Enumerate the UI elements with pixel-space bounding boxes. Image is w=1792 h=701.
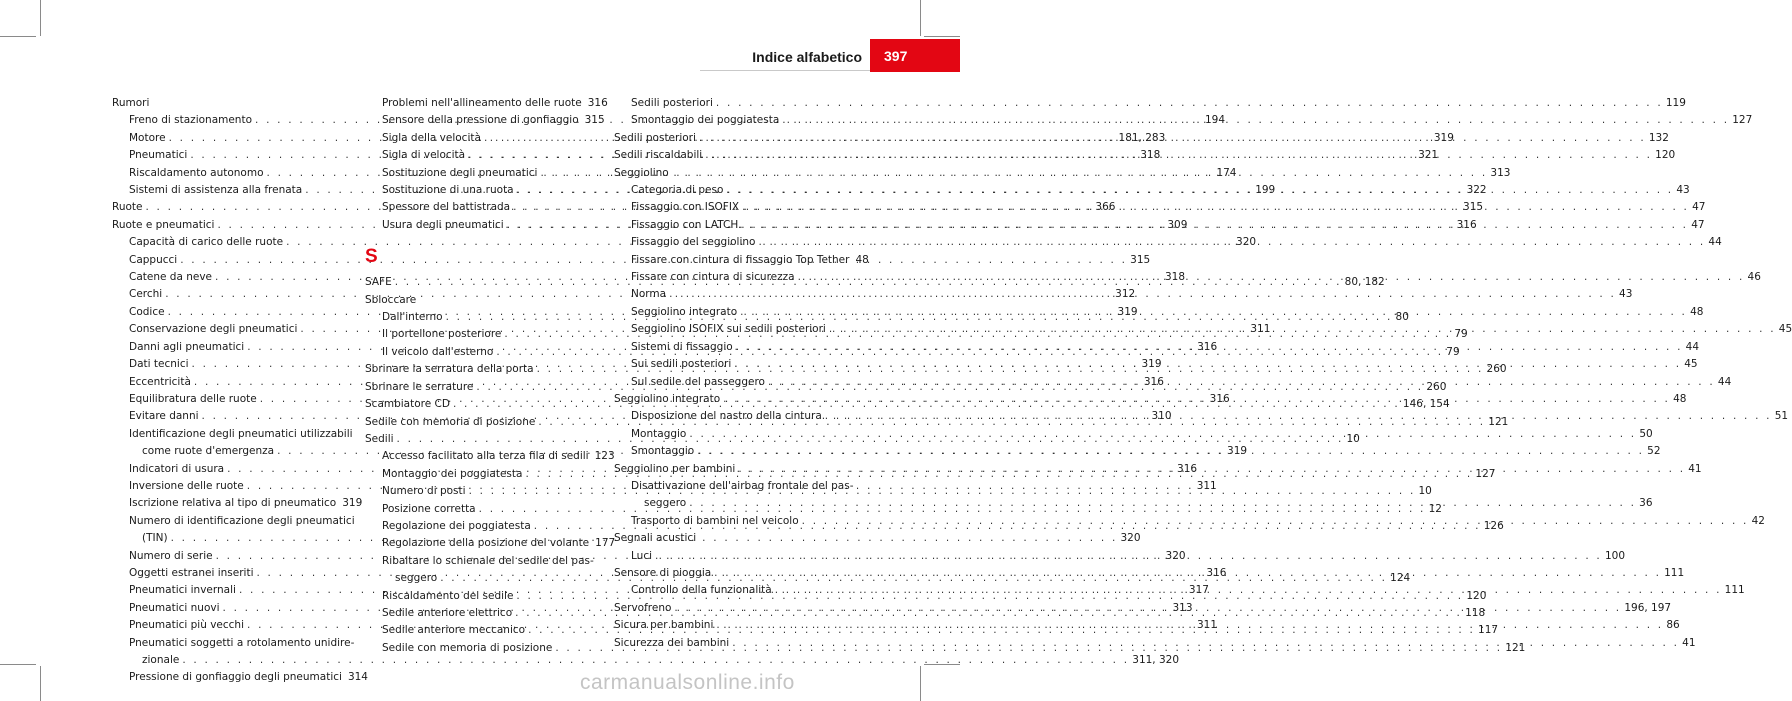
entry-page-number: 174	[1216, 166, 1237, 179]
index-subentry	[365, 535, 616, 552]
index-subentry	[365, 448, 615, 465]
entry-label: Fissaggio con LATCH	[631, 218, 739, 231]
entry-label: Cerchi	[129, 288, 163, 301]
crop-mark	[0, 36, 36, 37]
entry-label: seggero	[395, 572, 438, 585]
dot-leader	[723, 391, 1670, 408]
entry-label: Sedili riscaldabili	[614, 149, 703, 162]
entry-page-number: 127	[1475, 467, 1496, 480]
entry-label: Pneumatici nuovi	[129, 601, 220, 614]
dot-leader	[829, 321, 1776, 338]
entry-page-number: 319	[1141, 358, 1162, 371]
entry-label: Freno di stazionamento	[129, 114, 253, 127]
entry-page-number: 117	[1478, 624, 1499, 637]
entry-page-number: 319	[1227, 445, 1248, 458]
entry-label: Accesso facilitato alla terza fila di sedili	[382, 450, 589, 463]
entry-label: Sbrinare le serrature	[365, 380, 474, 393]
dot-leader	[734, 356, 1681, 373]
entry-page-number: 42	[1751, 514, 1765, 527]
entry-page-number: 48	[855, 253, 869, 266]
entry-page-number: 43	[1619, 288, 1633, 301]
index-entry	[365, 292, 602, 309]
entry-label: Smontaggio dei poggiatesta	[631, 114, 780, 127]
entry-label: Sui sedili posteriori	[631, 358, 732, 371]
entry-label: Sbloccare	[365, 293, 417, 306]
entry-page-number: 309	[1167, 218, 1188, 231]
entry-page-number: 124	[1390, 572, 1411, 585]
entry-label: Sul sedile del passeggero	[631, 375, 765, 388]
entry-label: Numero di serie	[129, 549, 213, 562]
entry-page-number: 45	[1778, 323, 1792, 336]
entry-page-number: 80, 182	[1344, 276, 1385, 289]
entry-label: Riscaldamento del sedile	[382, 589, 514, 602]
entry-label: (TIN)	[142, 532, 168, 545]
entry-label: Trasporto di bambini nel veicolo	[631, 514, 799, 527]
entry-page-number: 321	[1418, 149, 1439, 162]
entry-label: Norma	[631, 288, 667, 301]
entry-page-number: 118	[1465, 606, 1486, 619]
entry-label: Inversione delle ruote	[129, 479, 244, 492]
entry-page-number: 315	[1130, 253, 1151, 266]
entry-page-number: 79	[1446, 345, 1460, 358]
dot-leader	[689, 426, 1636, 443]
dot-leader	[732, 635, 1679, 652]
entry-page-number: 311, 320	[1132, 654, 1180, 666]
dot-leader	[741, 217, 1688, 234]
entry-label: Dall'interno	[382, 311, 443, 324]
dot-leader	[775, 582, 1722, 599]
dot-leader	[758, 234, 1705, 251]
dot-leader	[714, 565, 1661, 582]
page-number: 397	[884, 47, 908, 64]
entry-label: Codice	[129, 305, 165, 318]
index-subentry	[112, 652, 1180, 669]
entry-page-number: 111	[1664, 566, 1685, 579]
entry-label: Sedile anteriore elettrico	[382, 606, 513, 619]
entry-label: Problemi nell'allineamento delle ruote	[382, 97, 582, 109]
entry-label: Spessore del battistrada	[382, 201, 511, 214]
entry-label: Fissare con cintura di fissaggio Top Tether	[631, 253, 850, 266]
crop-mark	[920, 666, 921, 701]
entry-label: Regolazione della posizione del volante	[382, 537, 590, 550]
entry-page-number: 319	[1117, 305, 1138, 318]
crop-mark	[40, 666, 41, 701]
entry-page-number: 121	[1488, 415, 1509, 428]
entry-label: Pneumatici più vecchi	[129, 619, 245, 632]
entry-label: Motore	[129, 131, 166, 144]
entry-page-number: 111	[1724, 584, 1745, 597]
entry-label: Controllo della funzionalità	[631, 584, 772, 597]
entry-page-number: 260	[1486, 363, 1507, 376]
entry-label: come ruote d'emergenza	[142, 445, 275, 458]
dot-leader	[699, 130, 1646, 147]
entry-label: Ruote	[112, 201, 143, 214]
entry-label: Scambiatore CD	[365, 398, 450, 411]
entry-label: Pneumatici invernali	[129, 584, 236, 597]
entry-page-number: 316	[1177, 462, 1198, 475]
entry-page-number: 46	[1747, 271, 1761, 284]
entry-page-number: 316	[1206, 566, 1227, 579]
dot-leader	[674, 600, 1621, 617]
entry-label: Pneumatici soggetti a rotolamento unidire-	[129, 636, 355, 649]
entry-label: Numero di identificazione degli pneumatici	[129, 514, 355, 527]
entry-page-number: 317	[1188, 584, 1209, 597]
entry-label: Montaggio	[631, 427, 687, 440]
entry-label: Il veicolo dall'esterno	[382, 345, 494, 358]
entry-label: SAFE	[365, 276, 392, 289]
entry-label: Catene da neve	[129, 271, 213, 284]
index-subentry	[112, 669, 368, 686]
entry-label: Ruote e pneumatici	[112, 218, 215, 231]
entry-page-number: 313	[1490, 166, 1511, 179]
entry-label: Cappucci	[129, 253, 178, 266]
entry-page-number: 316	[587, 97, 608, 109]
index-subentry	[112, 513, 355, 530]
entry-label: Numero di posti	[382, 485, 466, 498]
entry-label: Sigla della velocità	[382, 131, 481, 144]
entry-page-number: 313	[1172, 601, 1193, 614]
entry-page-number: 51	[1774, 410, 1789, 423]
entry-label: Pressione di gonfiaggio degli pneumatici	[129, 671, 342, 684]
entry-page-number: 36	[1639, 497, 1653, 510]
entry-page-number: 316	[1197, 340, 1218, 353]
entry-label: Sostituzione di una ruota	[382, 184, 514, 197]
entry-page-number: 366	[1095, 201, 1116, 214]
entry-page-number: 47	[1692, 201, 1706, 214]
entry-page-number: 121	[1505, 641, 1526, 654]
dot-leader	[726, 182, 1673, 199]
entry-page-number: 120	[1655, 149, 1676, 162]
entry-label: Equilibratura delle ruote	[129, 392, 257, 405]
entry-label: Sigla di velocità	[382, 149, 466, 162]
entry-page-number: 322	[1466, 184, 1487, 197]
entry-page-number: 48	[1673, 392, 1687, 405]
dot-leader	[669, 286, 1616, 303]
entry-label: Sedile anteriore meccanico	[382, 624, 526, 637]
entry-label: Capacità di carico delle ruote	[129, 236, 284, 249]
entry-label: Eccentricità	[129, 375, 191, 388]
index-subentry	[614, 478, 854, 495]
entry-label: Il portellone posteriore	[382, 328, 502, 341]
entry-label: Sbrinare la serratura della porta	[365, 363, 534, 376]
index-subentry	[112, 635, 355, 652]
entry-page-number: 199	[1255, 184, 1276, 197]
entry-label: Pneumatici	[129, 149, 188, 162]
dot-leader	[798, 269, 1745, 286]
entry-page-number: 260	[1426, 380, 1447, 393]
entry-page-number: 320	[1236, 236, 1257, 249]
entry-page-number: 316	[1209, 392, 1230, 405]
entry-label: Sensore della pressione di gonfiaggio	[382, 114, 579, 127]
entry-label: Fissaggio con ISOFIX	[631, 201, 740, 214]
entry-label: Posizione corretta	[382, 502, 476, 515]
index-subentry	[365, 112, 605, 129]
entry-page-number: 127	[1732, 114, 1753, 127]
entry-page-number: 311	[1196, 619, 1217, 632]
header-rule	[700, 70, 870, 71]
entry-page-number: 52	[1647, 445, 1661, 458]
entry-page-number: 50	[1639, 427, 1653, 440]
dot-leader	[705, 147, 1652, 164]
index-entry	[112, 95, 350, 112]
entry-label: Sostituzione degli pneumatici	[382, 166, 538, 179]
entry-page-number: 12	[1428, 502, 1442, 515]
entry-page-number: 132	[1648, 131, 1669, 144]
dot-leader	[802, 513, 1749, 530]
entry-page-number: 181, 283	[1118, 131, 1166, 144]
entry-page-number: 79	[1454, 328, 1468, 341]
page-number-badge	[870, 39, 960, 72]
entry-label: Seggiolino	[614, 166, 669, 179]
dot-leader	[736, 339, 1683, 356]
entry-page-number: 44	[1708, 236, 1722, 249]
entry-label: Iscrizione relativa al tipo di pneumatico	[129, 497, 337, 510]
entry-page-number: 311	[1196, 479, 1217, 492]
entry-label: Sedili posteriori	[614, 131, 696, 144]
entry-page-number: 194	[1204, 114, 1225, 127]
dot-leader	[716, 617, 1663, 634]
entry-page-number: 41	[1688, 462, 1702, 475]
dot-leader	[738, 461, 1685, 478]
entry-page-number: 196, 197	[1624, 601, 1672, 614]
entry-page-number: 48	[1690, 305, 1704, 318]
entry-label: Fissaggio del seggiolino	[631, 236, 756, 249]
entry-label: Sedile con memoria di posizione	[365, 415, 536, 428]
entry-label: Segnali acustici	[614, 532, 697, 545]
dot-leader	[768, 374, 1715, 391]
entry-label: Sistemi di fissaggio	[631, 340, 733, 353]
entry-page-number: 320	[1120, 532, 1141, 545]
entry-label: Seggiolino ISOFIX sui sedili posteriori	[631, 323, 826, 336]
dot-leader	[689, 495, 1636, 512]
dot-leader	[782, 112, 1729, 129]
index-entry	[614, 530, 851, 547]
index-subentry	[112, 495, 363, 512]
crop-mark	[924, 36, 960, 37]
index-subentry	[614, 252, 869, 269]
dot-leader	[655, 548, 1602, 565]
entry-label: Smontaggio	[631, 445, 695, 458]
entry-page-number: 126	[1483, 519, 1504, 532]
entry-page-number: 10	[1418, 485, 1432, 498]
entry-label: Riscaldamento autonomo	[129, 166, 264, 179]
entry-label: Categoria di peso	[631, 184, 724, 197]
entry-page-number: 315	[584, 114, 605, 127]
entry-label: Sicurezza dei bambini	[614, 636, 730, 649]
entry-label: Regolazione dei poggiatesta	[382, 519, 531, 532]
entry-page-number: 319	[1433, 131, 1454, 144]
dot-leader	[716, 95, 1663, 112]
dot-leader	[740, 304, 1687, 321]
entry-label: Conservazione degli pneumatici	[129, 323, 298, 336]
entry-page-number: 100	[1604, 549, 1625, 562]
entry-label: seggero	[644, 497, 687, 510]
index-subentry	[365, 553, 602, 570]
entry-page-number: 120	[1466, 589, 1487, 602]
entry-label: Seggiolino integrato	[631, 305, 738, 318]
entry-label: Rumori	[112, 97, 150, 109]
entry-label: Fissare con cintura di sicurezza	[631, 271, 795, 284]
entry-page-number: 316	[1456, 218, 1477, 231]
entry-page-number: 43	[1676, 184, 1690, 197]
index-subentry	[365, 95, 608, 112]
entry-page-number: 86	[1666, 619, 1680, 632]
entry-label: Sensore di pioggia	[614, 566, 712, 579]
crop-mark	[0, 664, 36, 665]
entry-page-number: 146, 154	[1402, 398, 1450, 411]
index-subentry	[614, 95, 1686, 112]
entry-page-number: 314	[347, 671, 368, 684]
entry-label: Disattivazione dell'airbag frontale del pas-	[631, 479, 854, 492]
entry-page-number: 177	[595, 537, 616, 550]
entry-label: Evitare danni	[129, 410, 199, 423]
entry-label: Oggetti estranei inseriti	[129, 566, 254, 579]
dot-leader	[697, 443, 1644, 460]
entry-label: Danni agli pneumatici	[129, 340, 245, 353]
entry-label: Montaggio dei poggiatesta	[382, 467, 523, 480]
entry-label: Disposizione del nastro della cintura	[631, 410, 822, 423]
crop-mark	[920, 0, 921, 36]
entry-page-number: 312	[1115, 288, 1136, 301]
entry-page-number: 318	[1140, 149, 1161, 162]
index-subentry	[112, 426, 353, 443]
entry-page-number: 41	[1682, 636, 1696, 649]
entry-label: Sedili	[365, 432, 394, 445]
page-title: Indice alfabetico	[752, 49, 862, 65]
entry-page-number: 315	[1463, 201, 1484, 214]
entry-page-number: 316	[1143, 375, 1164, 388]
dot-leader	[825, 408, 1772, 425]
entry-page-number: 311	[1250, 323, 1271, 336]
entry-label: Identificazione degli pneumatici utilizzabili	[129, 427, 353, 440]
entry-label: Usura degli pneumatici	[382, 218, 504, 231]
entry-label: Sedile con memoria di posizione	[382, 641, 553, 654]
index-entry	[614, 165, 851, 182]
entry-label: Luci	[631, 549, 653, 562]
entry-label: Sedili posteriori	[631, 97, 713, 109]
section-letter: S	[365, 246, 378, 268]
entry-label: Sistemi di assistenza alla frenata	[129, 184, 303, 197]
entry-label: zionale	[142, 654, 180, 666]
entry-page-number: 318	[1164, 271, 1186, 284]
dot-leader	[742, 199, 1689, 216]
entry-label: Servofreno	[614, 601, 672, 614]
entry-page-number: 45	[1684, 358, 1698, 371]
entry-label: Sicura per bambini	[614, 619, 714, 632]
entry-page-number: 44	[1685, 340, 1700, 353]
entry-page-number: 47	[1691, 218, 1705, 231]
entry-page-number: 10	[1346, 432, 1360, 445]
entry-label: Seggiolino integrato	[614, 392, 721, 405]
entry-page-number: 310	[1151, 410, 1172, 423]
entry-page-number: 80	[1395, 311, 1409, 324]
entry-page-number: 319	[342, 497, 363, 510]
entry-label: Indicatori di usura	[129, 462, 225, 475]
entry-page-number: 320	[1165, 549, 1186, 562]
entry-page-number: 123	[594, 450, 615, 463]
entry-label: Seggiolino per bambini	[614, 462, 736, 475]
crop-mark	[40, 0, 41, 36]
entry-label: Ribaltare lo schienale del sedile del pas-	[382, 554, 594, 567]
watermark: carmanualsonline.info	[580, 671, 795, 694]
entry-label: Dati tecnici	[129, 358, 189, 371]
entry-page-number: 44	[1717, 375, 1732, 388]
entry-page-number: 119	[1665, 97, 1686, 109]
